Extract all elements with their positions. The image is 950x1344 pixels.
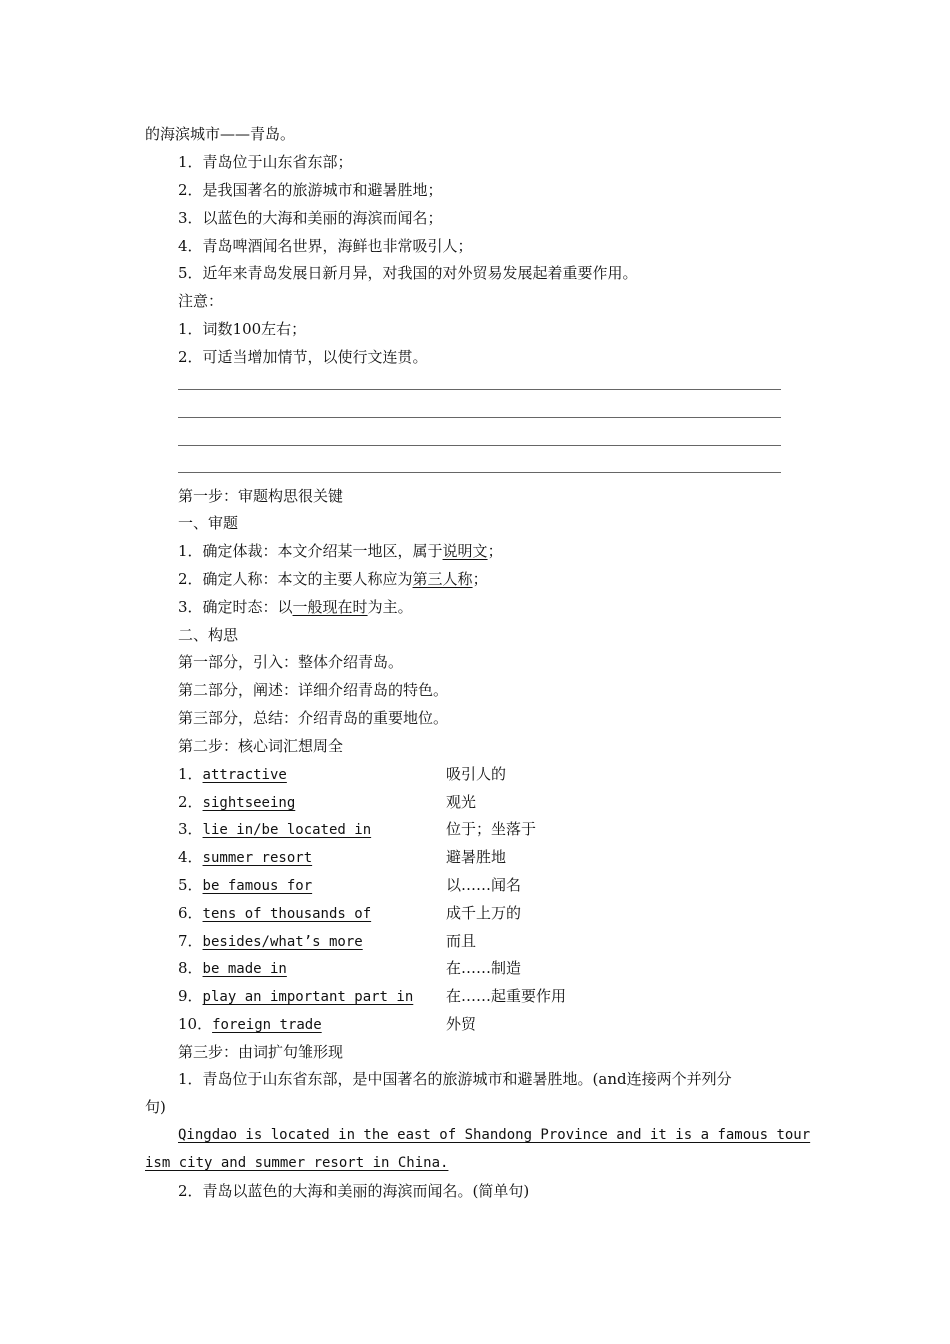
review-item-post: ； (487, 542, 503, 560)
vocab-english: play an important part in (202, 989, 414, 1005)
vocab-chinese: 位于；坐落于 (446, 820, 537, 838)
vocab-number: 6． (178, 904, 203, 922)
review-item-pre: 3．确定时态：以 (178, 598, 293, 616)
vocab-english: be famous for (202, 878, 313, 894)
vocab-number: 7． (178, 932, 203, 950)
vocab-row (178, 847, 312, 868)
review-item-answer: 一般现在时 (292, 598, 368, 616)
review-item-post: ； (472, 570, 488, 588)
vocab-english: lie in/be located in (202, 822, 372, 838)
vocab-english: be made in (202, 961, 287, 977)
point-item: 4．青岛啤酒闻名世界，海鲜也非常吸引人； (178, 237, 473, 255)
vocab-english: besides/what’s more (202, 934, 363, 950)
review-item-answer: 第三人称 (412, 570, 473, 588)
vocab-chinese: 成千上万的 (446, 904, 522, 922)
review-item-pre: 1．确定体裁：本文介绍某一地区，属于 (178, 542, 443, 560)
vocab-row (178, 819, 371, 840)
review-item-answer: 说明文 (442, 542, 488, 560)
review-item (178, 541, 503, 561)
review-item-pre: 2．确定人称：本文的主要人称应为 (178, 570, 413, 588)
vocab-english: sightseeing (202, 795, 296, 811)
step1-sub1: 一、审题 (178, 514, 239, 532)
vocab-chinese: 避暑胜地 (446, 848, 507, 866)
point-item: 1．青岛位于山东省东部； (178, 153, 353, 171)
vocab-number: 2． (178, 793, 203, 811)
vocab-english: summer resort (202, 850, 313, 866)
vocab-number: 9． (178, 987, 203, 1005)
step1-title: 第一步：审题构思很关键 (178, 487, 344, 505)
vocab-chinese: 观光 (446, 793, 477, 811)
vocab-chinese: 外贸 (446, 1015, 477, 1033)
vocab-number: 3． (178, 820, 203, 838)
vocab-english: attractive (202, 767, 287, 783)
answer-line (178, 445, 781, 446)
sentence1-answer-cont: ism city and summer resort in China. (145, 1155, 449, 1171)
vocab-row (178, 792, 295, 813)
notice-label: 注意： (178, 292, 224, 310)
vocab-number: 5． (178, 876, 203, 894)
point-item: 5．近年来青岛发展日新月异，对我国的对外贸易发展起着重要作用。 (178, 264, 638, 282)
vocab-chinese: 而且 (446, 932, 477, 950)
vocab-row (178, 986, 413, 1007)
structure-part: 第二部分，阐述：详细介绍青岛的特色。 (178, 681, 449, 699)
sentence1-prompt: 1．青岛位于山东省东部，是中国著名的旅游城市和避暑胜地。(and连接两个并列分 (178, 1070, 732, 1088)
review-item-post: 为主。 (367, 598, 413, 616)
vocab-row (178, 764, 287, 785)
vocab-english: tens of thousands of (202, 906, 372, 922)
vocab-row (178, 903, 371, 924)
vocab-chinese: 吸引人的 (446, 765, 507, 783)
vocab-row (178, 875, 312, 896)
vocab-row (178, 931, 363, 952)
structure-part: 第三部分，总结：介绍青岛的重要地位。 (178, 709, 449, 727)
step2-title: 第二步：核心词汇想周全 (178, 737, 344, 755)
intro-tail-text: 的海滨城市——青岛。 (145, 125, 296, 143)
notice-item: 1．词数100左右； (178, 320, 307, 338)
step3-title: 第三步：由词扩句雏形现 (178, 1043, 344, 1061)
vocab-number: 10． (178, 1015, 213, 1033)
sentence1-prompt-cont: 句) (145, 1098, 166, 1116)
vocab-english: foreign trade (212, 1017, 322, 1033)
sentence2-prompt: 2．青岛以蓝色的大海和美丽的海滨而闻名。(简单句) (178, 1182, 530, 1200)
vocab-row (178, 958, 287, 979)
vocab-number: 1． (178, 765, 203, 783)
vocab-number: 4． (178, 848, 203, 866)
point-item: 3．以蓝色的大海和美丽的海滨而闻名； (178, 209, 443, 227)
vocab-chinese: 在……起重要作用 (446, 987, 567, 1005)
review-item (178, 597, 413, 617)
sentence1-answer: Qingdao is located in the east of Shandong Province and it is a famous tour (178, 1127, 811, 1143)
vocab-row (178, 1014, 322, 1035)
structure-part: 第一部分，引入：整体介绍青岛。 (178, 653, 404, 671)
vocab-chinese: 在……制造 (446, 959, 522, 977)
answer-line (178, 389, 781, 390)
point-item: 2．是我国著名的旅游城市和避暑胜地； (178, 181, 443, 199)
answer-line (178, 417, 781, 418)
answer-line (178, 472, 781, 473)
notice-item: 2．可适当增加情节，以使行文连贯。 (178, 348, 428, 366)
vocab-number: 8． (178, 959, 203, 977)
step1-sub2: 二、构思 (178, 626, 239, 644)
vocab-chinese: 以……闻名 (446, 876, 522, 894)
review-item (178, 569, 488, 589)
